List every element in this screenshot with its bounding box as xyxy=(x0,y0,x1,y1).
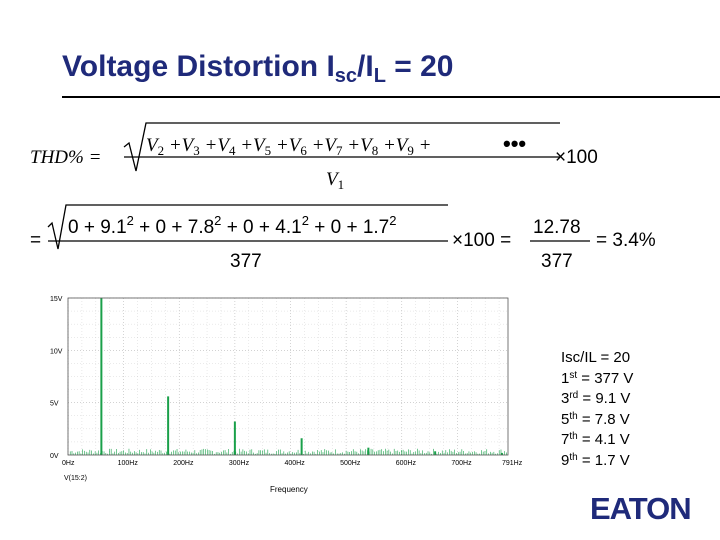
harmonic-row: 3rd = 9.1 V xyxy=(561,390,631,407)
spectrum-plot xyxy=(30,288,523,503)
denominator-2: 377 xyxy=(230,251,262,272)
plot-grid xyxy=(68,298,508,455)
harmonic-row: 9th = 1.7 V xyxy=(561,451,630,469)
harmonic-row: 5th = 7.8 V xyxy=(561,410,630,428)
trace-label: V(15:2) xyxy=(64,475,87,482)
x-axis-ticks xyxy=(62,460,523,467)
thd-formula xyxy=(0,105,720,285)
fraction-denominator-3: 377 xyxy=(541,251,573,272)
eaton-logo xyxy=(588,490,698,529)
slide-title xyxy=(62,52,454,86)
times-100-1: ×100 xyxy=(555,147,598,168)
title-subscript-sc: sc xyxy=(334,65,358,87)
harmonic-values xyxy=(561,348,633,471)
thd-lhs: THD% = xyxy=(30,147,102,168)
harmonic-row: 1st = 377 V xyxy=(561,369,634,387)
harmonic-row: 7th = 4.1 V xyxy=(561,431,630,448)
title-text-mid: /I xyxy=(357,50,374,83)
y-tick-label: 0V xyxy=(50,453,59,460)
x-tick-label: 0Hz xyxy=(62,460,75,467)
radicand-2: $0 + 9.1^2$ + $0 + 7.8^2$ + $0 + 4.1^2$ + $0 + 1.7^2$ xyxy=(68,213,397,238)
title-text: Voltage Distortion I xyxy=(62,50,335,83)
x-tick-label: 500Hz xyxy=(340,460,361,467)
y-tick-label: 10V xyxy=(50,348,63,356)
title-subscript-l: L xyxy=(373,65,386,87)
title-underline xyxy=(62,96,720,98)
ellipsis: ••• xyxy=(503,131,527,156)
x-tick-label: 600Hz xyxy=(395,460,416,467)
x-tick-label: 791Hz xyxy=(502,460,523,467)
x-tick-label: 300Hz xyxy=(228,460,250,467)
line2-equals: = xyxy=(30,230,42,251)
x-tick-label: 200Hz xyxy=(173,460,194,467)
radicand-1: $V_2$ $+V_3$ $+V_4$ $+V_5$ $+V_6$ $+V_7$ $+V_8$ $+V_9$ + xyxy=(146,135,432,158)
noise-floor xyxy=(70,449,506,455)
fraction-numerator-3: 12.78 xyxy=(533,217,581,238)
x-tick-label: 700Hz xyxy=(451,460,472,467)
thd-result: = 3.4% xyxy=(596,230,656,251)
y-tick-label: 5V xyxy=(50,400,59,408)
x-axis-label: Frequency xyxy=(270,485,308,494)
title-text-tail: = 20 xyxy=(385,50,454,83)
y-tick-label: 15V xyxy=(50,296,63,303)
y-axis-ticks xyxy=(50,296,63,460)
denominator-1: $V_1$ xyxy=(326,169,345,192)
logo-text: EATON xyxy=(590,491,691,526)
values-header: Isc/IL = 20 xyxy=(561,349,631,366)
times-100-2: ×100 = xyxy=(452,230,512,251)
x-tick-label: 100Hz xyxy=(117,460,138,467)
x-tick-label: 400Hz xyxy=(284,460,305,467)
